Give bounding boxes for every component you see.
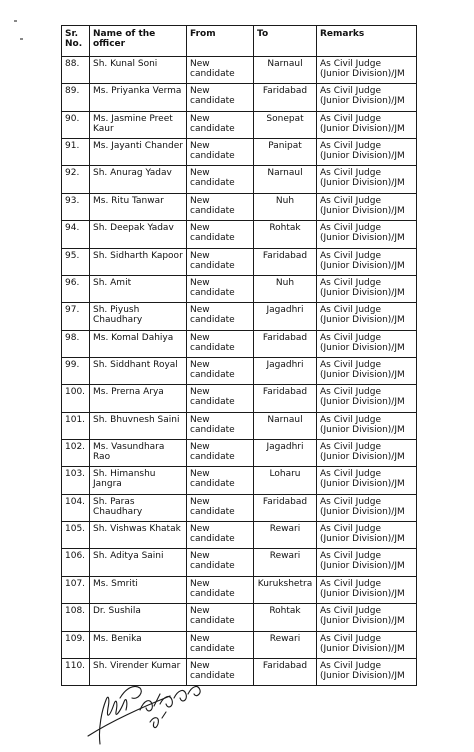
cell-to: Nuh: [254, 193, 317, 220]
table-row: [62, 467, 417, 494]
cell-officer-name: Sh. Deepak Yadav: [90, 221, 187, 248]
cell-to: Faridabad: [254, 84, 317, 111]
cell-sr-no: 107.: [62, 576, 90, 603]
cell-to: Jagadhri: [254, 440, 317, 467]
cell-sr-no: 110.: [62, 658, 90, 685]
table-row: [62, 576, 417, 603]
page-mark: [20, 38, 23, 40]
cell-remarks: As Civil Judge (Junior Division)/JM: [317, 467, 417, 494]
cell-to: Loharu: [254, 467, 317, 494]
handwritten-signature: [80, 676, 210, 748]
cell-sr-no: 95.: [62, 248, 90, 275]
cell-officer-name: Ms. Vasundhara Rao: [90, 440, 187, 467]
table-row: [62, 412, 417, 439]
cell-sr-no: 90.: [62, 111, 90, 138]
cell-remarks: As Civil Judge (Junior Division)/JM: [317, 522, 417, 549]
cell-from: New candidate: [187, 139, 254, 166]
table-row: [62, 221, 417, 248]
table-row: [62, 303, 417, 330]
cell-from: New candidate: [187, 604, 254, 631]
cell-remarks: As Civil Judge (Junior Division)/JM: [317, 248, 417, 275]
table-row: [62, 631, 417, 658]
table-body: [62, 57, 417, 686]
cell-to: Jagadhri: [254, 303, 317, 330]
cell-remarks: As Civil Judge (Junior Division)/JM: [317, 576, 417, 603]
cell-officer-name: Sh. Anurag Yadav: [90, 166, 187, 193]
table-row: [62, 357, 417, 384]
table-row: [62, 604, 417, 631]
table-row: [62, 57, 417, 84]
cell-sr-no: 109.: [62, 631, 90, 658]
header-name: Name of the officer: [90, 26, 187, 57]
cell-officer-name: Sh. Piyush Chaudhary: [90, 303, 187, 330]
cell-remarks: As Civil Judge (Junior Division)/JM: [317, 440, 417, 467]
header-remarks: Remarks: [317, 26, 417, 57]
cell-sr-no: 108.: [62, 604, 90, 631]
cell-remarks: As Civil Judge (Junior Division)/JM: [317, 84, 417, 111]
cell-from: New candidate: [187, 193, 254, 220]
cell-officer-name: Sh. Kunal Soni: [90, 57, 187, 84]
cell-sr-no: 96.: [62, 275, 90, 302]
cell-remarks: As Civil Judge (Junior Division)/JM: [317, 166, 417, 193]
cell-to: Nuh: [254, 275, 317, 302]
cell-officer-name: Ms. Benika: [90, 631, 187, 658]
cell-officer-name: Sh. Vishwas Khatak: [90, 522, 187, 549]
cell-officer-name: Ms. Priyanka Verma: [90, 84, 187, 111]
cell-from: New candidate: [187, 440, 254, 467]
cell-remarks: As Civil Judge (Junior Division)/JM: [317, 385, 417, 412]
cell-remarks: As Civil Judge (Junior Division)/JM: [317, 303, 417, 330]
cell-to: Panipat: [254, 139, 317, 166]
cell-to: Kurukshetra: [254, 576, 317, 603]
cell-to: Rewari: [254, 549, 317, 576]
cell-remarks: As Civil Judge (Junior Division)/JM: [317, 139, 417, 166]
cell-from: New candidate: [187, 303, 254, 330]
cell-sr-no: 105.: [62, 522, 90, 549]
cell-sr-no: 89.: [62, 84, 90, 111]
cell-to: Narnaul: [254, 412, 317, 439]
cell-from: New candidate: [187, 166, 254, 193]
cell-remarks: As Civil Judge (Junior Division)/JM: [317, 494, 417, 521]
cell-sr-no: 93.: [62, 193, 90, 220]
cell-officer-name: Ms. Jayanti Chander: [90, 139, 187, 166]
cell-from: New candidate: [187, 57, 254, 84]
cell-sr-no: 92.: [62, 166, 90, 193]
page-mark: [14, 20, 17, 22]
cell-from: New candidate: [187, 494, 254, 521]
table-row: [62, 494, 417, 521]
cell-from: New candidate: [187, 84, 254, 111]
cell-sr-no: 104.: [62, 494, 90, 521]
table-header-row: [62, 26, 417, 57]
cell-from: New candidate: [187, 248, 254, 275]
cell-to: Narnaul: [254, 57, 317, 84]
cell-from: New candidate: [187, 221, 254, 248]
table-row: [62, 111, 417, 138]
cell-officer-name: Sh. Virender Kumar: [90, 658, 187, 685]
officer-table: [61, 25, 417, 686]
cell-remarks: As Civil Judge (Junior Division)/JM: [317, 357, 417, 384]
table-row: [62, 330, 417, 357]
cell-sr-no: 91.: [62, 139, 90, 166]
cell-sr-no: 103.: [62, 467, 90, 494]
table-row: [62, 193, 417, 220]
cell-from: New candidate: [187, 658, 254, 685]
cell-sr-no: 101.: [62, 412, 90, 439]
cell-sr-no: 88.: [62, 57, 90, 84]
cell-from: New candidate: [187, 576, 254, 603]
cell-remarks: As Civil Judge (Junior Division)/JM: [317, 57, 417, 84]
cell-from: New candidate: [187, 385, 254, 412]
cell-to: Narnaul: [254, 166, 317, 193]
table-row: [62, 385, 417, 412]
cell-officer-name: Ms. Jasmine Preet Kaur: [90, 111, 187, 138]
cell-officer-name: Sh. Aditya Saini: [90, 549, 187, 576]
header-to: To: [254, 26, 317, 57]
cell-to: Rewari: [254, 631, 317, 658]
cell-from: New candidate: [187, 330, 254, 357]
cell-to: Rohtak: [254, 221, 317, 248]
cell-to: Jagadhri: [254, 357, 317, 384]
cell-remarks: As Civil Judge (Junior Division)/JM: [317, 330, 417, 357]
cell-from: New candidate: [187, 631, 254, 658]
table-row: [62, 139, 417, 166]
cell-officer-name: Ms. Komal Dahiya: [90, 330, 187, 357]
cell-officer-name: Dr. Sushila: [90, 604, 187, 631]
cell-sr-no: 94.: [62, 221, 90, 248]
cell-remarks: As Civil Judge (Junior Division)/JM: [317, 111, 417, 138]
cell-remarks: As Civil Judge (Junior Division)/JM: [317, 604, 417, 631]
cell-to: Sonepat: [254, 111, 317, 138]
cell-officer-name: Ms. Prerna Arya: [90, 385, 187, 412]
cell-officer-name: Sh. Bhuvnesh Saini: [90, 412, 187, 439]
cell-officer-name: Sh. Paras Chaudhary: [90, 494, 187, 521]
cell-sr-no: 97.: [62, 303, 90, 330]
cell-from: New candidate: [187, 549, 254, 576]
cell-to: Faridabad: [254, 385, 317, 412]
cell-sr-no: 102.: [62, 440, 90, 467]
cell-to: Faridabad: [254, 494, 317, 521]
cell-officer-name: Sh. Siddhant Royal: [90, 357, 187, 384]
cell-to: Faridabad: [254, 658, 317, 685]
header-from: From: [187, 26, 254, 57]
cell-from: New candidate: [187, 275, 254, 302]
cell-to: Faridabad: [254, 330, 317, 357]
cell-to: Rewari: [254, 522, 317, 549]
cell-sr-no: 100.: [62, 385, 90, 412]
cell-officer-name: Sh. Sidharth Kapoor: [90, 248, 187, 275]
cell-sr-no: 98.: [62, 330, 90, 357]
cell-sr-no: 106.: [62, 549, 90, 576]
cell-from: New candidate: [187, 111, 254, 138]
cell-remarks: As Civil Judge (Junior Division)/JM: [317, 631, 417, 658]
cell-remarks: As Civil Judge (Junior Division)/JM: [317, 221, 417, 248]
cell-remarks: As Civil Judge (Junior Division)/JM: [317, 412, 417, 439]
cell-to: Rohtak: [254, 604, 317, 631]
table-row: [62, 440, 417, 467]
cell-from: New candidate: [187, 412, 254, 439]
cell-remarks: As Civil Judge (Junior Division)/JM: [317, 658, 417, 685]
table-row: [62, 522, 417, 549]
table-row: [62, 84, 417, 111]
header-sr-no: Sr. No.: [62, 26, 90, 57]
cell-officer-name: Sh. Himanshu Jangra: [90, 467, 187, 494]
cell-remarks: As Civil Judge (Junior Division)/JM: [317, 193, 417, 220]
cell-remarks: As Civil Judge (Junior Division)/JM: [317, 549, 417, 576]
cell-sr-no: 99.: [62, 357, 90, 384]
cell-officer-name: Ms. Smriti: [90, 576, 187, 603]
cell-officer-name: Ms. Ritu Tanwar: [90, 193, 187, 220]
cell-from: New candidate: [187, 522, 254, 549]
table-row: [62, 166, 417, 193]
cell-officer-name: Sh. Amit: [90, 275, 187, 302]
table-row: [62, 549, 417, 576]
cell-from: New candidate: [187, 467, 254, 494]
table-row: [62, 275, 417, 302]
cell-remarks: As Civil Judge (Junior Division)/JM: [317, 275, 417, 302]
table-row: [62, 248, 417, 275]
cell-from: New candidate: [187, 357, 254, 384]
cell-to: Faridabad: [254, 248, 317, 275]
